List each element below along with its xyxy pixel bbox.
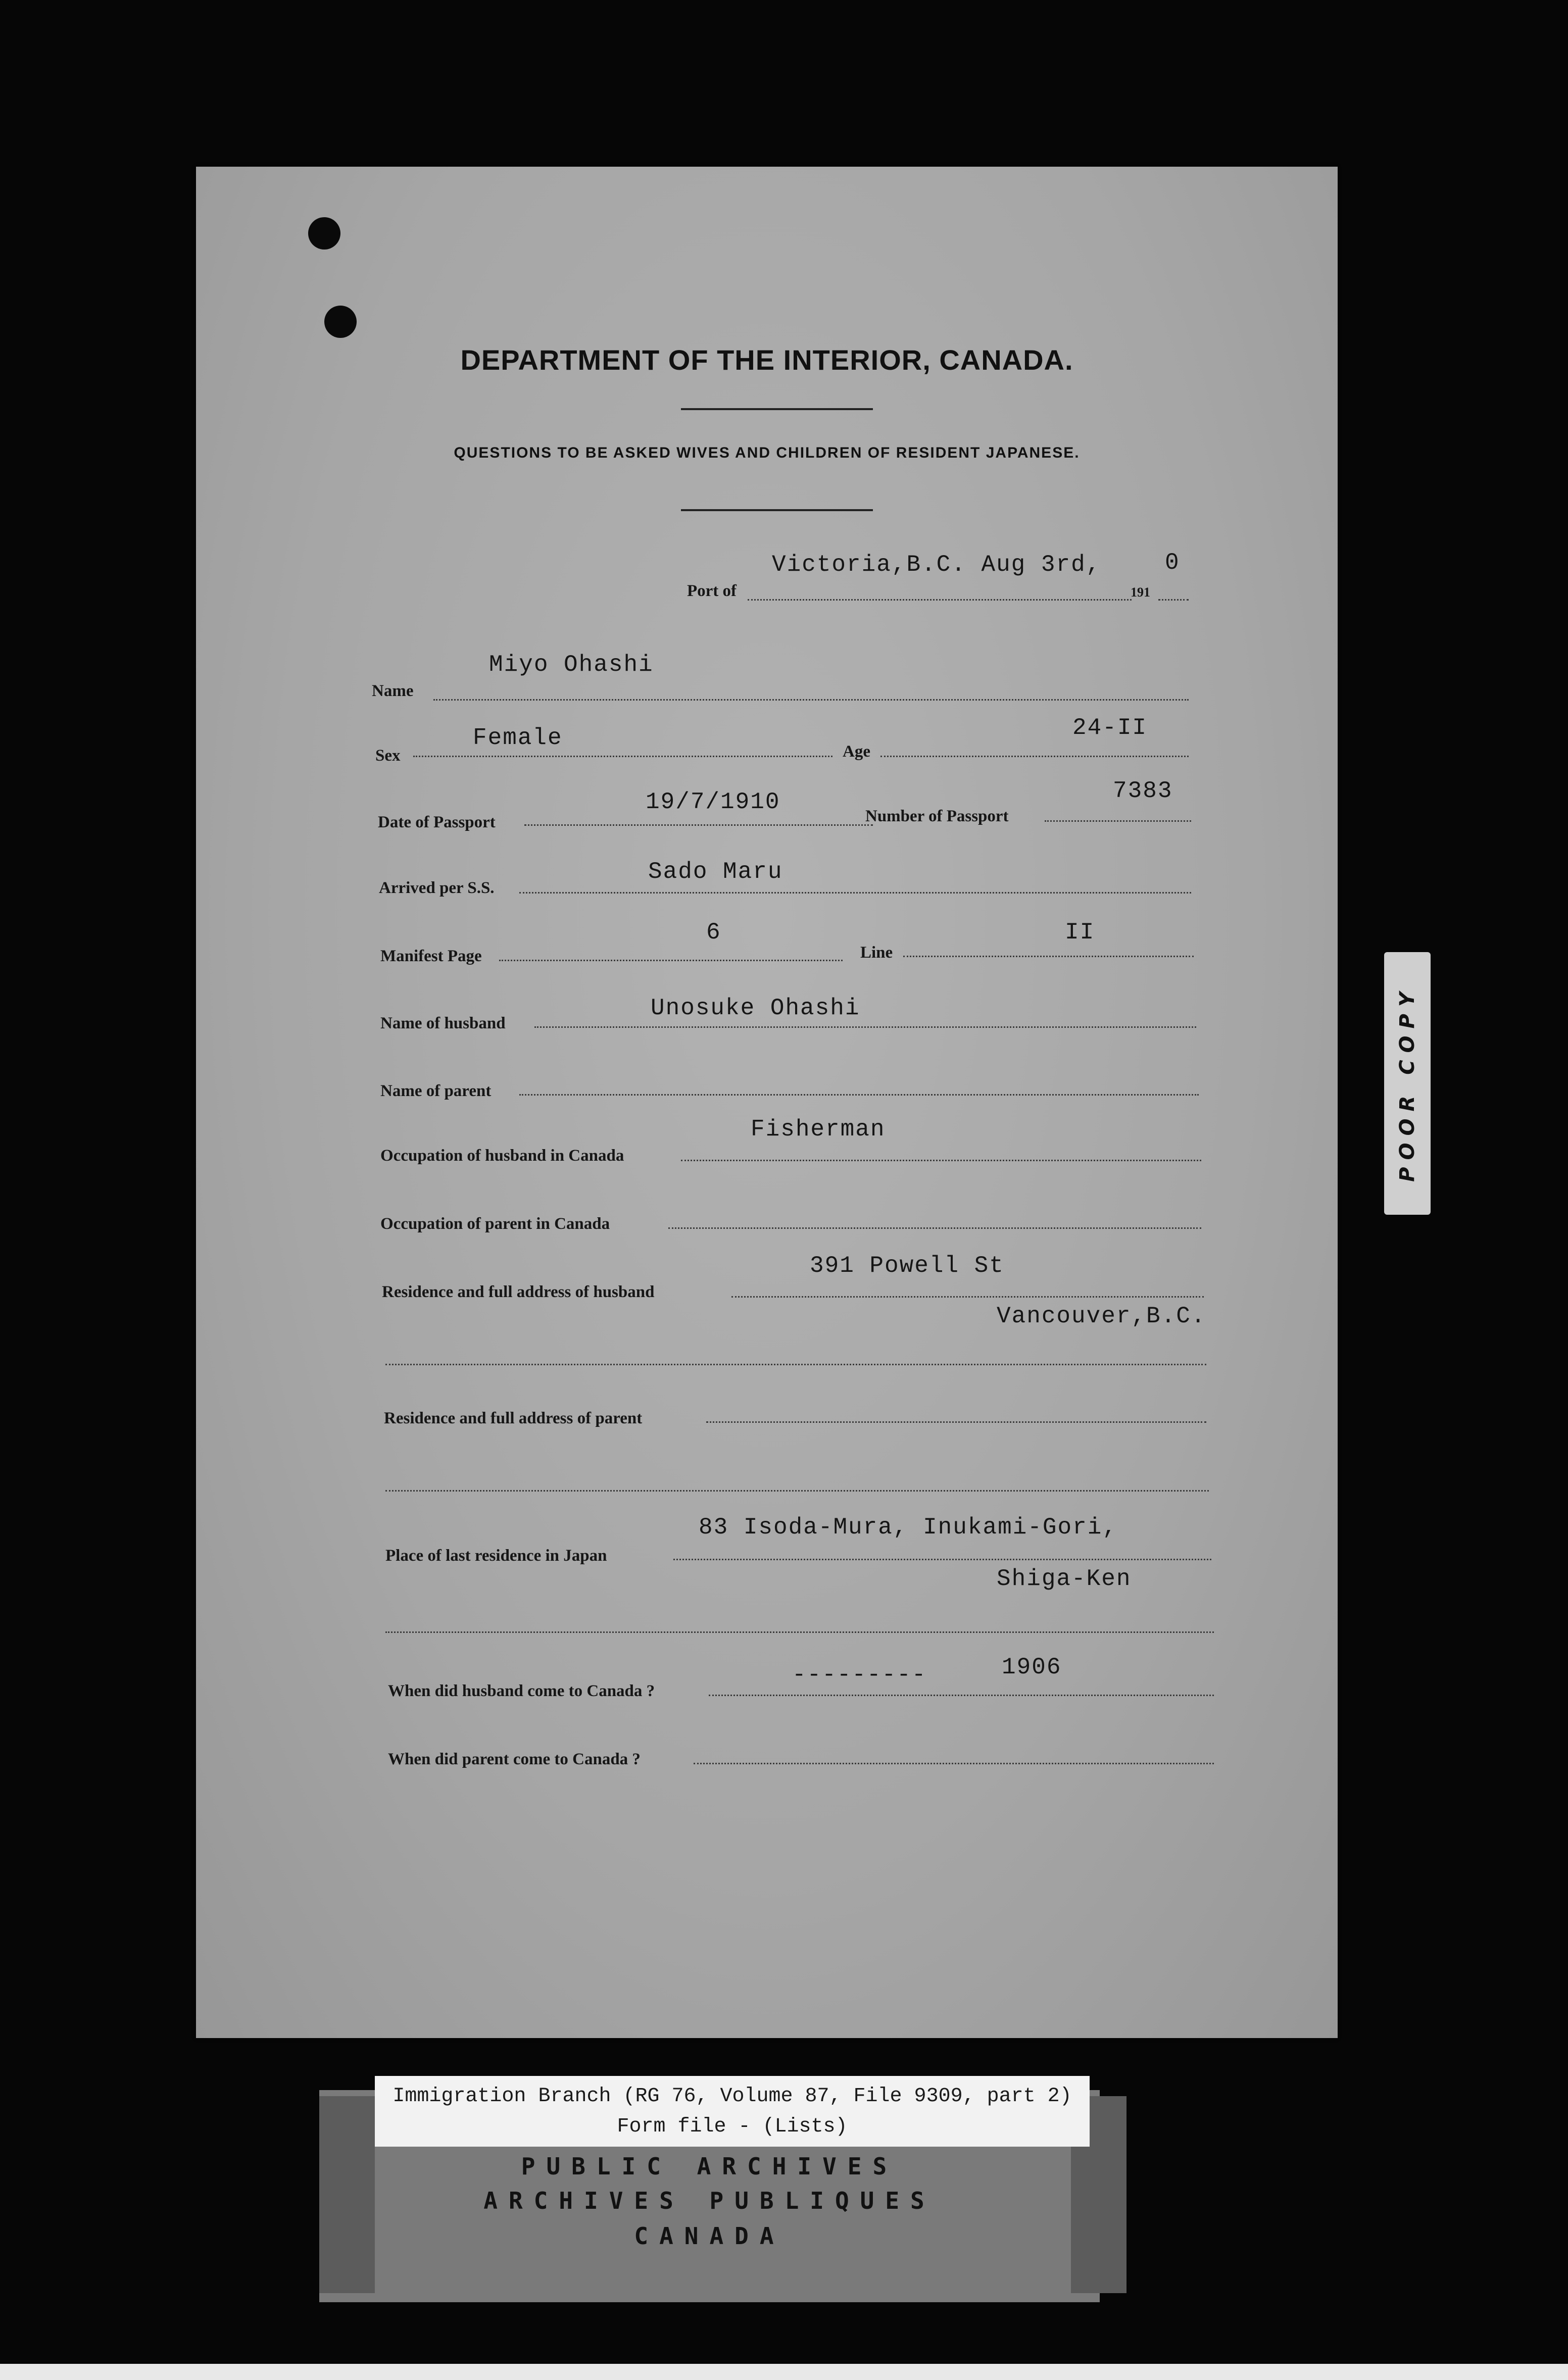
occupation-husband-value: Fisherman (751, 1116, 886, 1143)
poor-copy-stamp (1384, 952, 1431, 1215)
arrived-per-ss-label: Arrived per S.S. (379, 879, 495, 897)
archive-label-line-2: Form file - (Lists) (617, 2115, 848, 2138)
last-residence-japan-value-1: 83 Isoda-Mura, Inukami-Gori, (699, 1514, 1117, 1541)
arrived-per-ss-line (519, 892, 1191, 894)
occupation-husband-label: Occupation of husband in Canada (380, 1147, 624, 1165)
last-residence-japan-line (673, 1559, 1211, 1560)
line-label: Line (860, 944, 893, 962)
arrived-per-ss-value: Sado Maru (648, 859, 783, 885)
name-of-husband-label: Name of husband (380, 1014, 506, 1032)
port-line (748, 599, 1132, 601)
residence-parent-line-2 (385, 1490, 1209, 1492)
age-value: 24-II (1072, 715, 1148, 741)
title-rule-bottom (681, 509, 873, 511)
archive-stamp-line-3: CANADA (634, 2222, 785, 2250)
archive-label-line-1: Immigration Branch (RG 76, Volume 87, File 9309, part 2) (393, 2085, 1072, 2108)
husband-came-label: When did husband come to Canada ? (388, 1682, 655, 1700)
name-line (433, 699, 1189, 701)
name-label: Name (372, 682, 414, 700)
residence-parent-line (706, 1421, 1206, 1423)
name-of-parent-line (519, 1094, 1199, 1096)
name-of-husband-line (534, 1026, 1196, 1028)
residence-husband-label: Residence and full address of husband (382, 1283, 655, 1301)
poor-copy-text: POOR COPY (1396, 985, 1419, 1182)
date-of-passport-value: 19/7/1910 (646, 789, 780, 815)
form-sheet (196, 167, 1338, 2038)
archive-reference-label (375, 2076, 1090, 2147)
sex-label: Sex (375, 747, 401, 765)
sex-line (413, 756, 832, 757)
last-residence-japan-line-2 (385, 1631, 1214, 1633)
port-label: Port of (687, 582, 737, 600)
date-of-passport-line (524, 824, 873, 826)
residence-husband-value-1: 391 Powell St (810, 1253, 1004, 1279)
year-line (1158, 599, 1189, 601)
number-of-passport-value: 7383 (1113, 778, 1173, 804)
residence-parent-label: Residence and full address of parent (384, 1409, 643, 1427)
husband-came-year-value: 1906 (1002, 1654, 1062, 1680)
occupation-parent-label: Occupation of parent in Canada (380, 1215, 610, 1233)
age-label: Age (843, 742, 870, 761)
residence-husband-line-2 (385, 1364, 1206, 1365)
line-value: II (1065, 919, 1095, 946)
archive-stamp-line-2: ARCHIVES PUBLIQUES (483, 2187, 936, 2214)
last-residence-japan-label: Place of last residence in Japan (385, 1547, 607, 1565)
sex-value: Female (473, 725, 563, 751)
bottom-strip (0, 2364, 1568, 2380)
manifest-page-value: 6 (706, 919, 721, 946)
department-title: DEPARTMENT OF THE INTERIOR, CANADA. (460, 344, 1073, 376)
parent-came-label: When did parent come to Canada ? (388, 1750, 641, 1768)
manifest-page-label: Manifest Page (380, 947, 482, 965)
manifest-page-line (499, 960, 843, 961)
punch-hole-bottom (324, 306, 357, 338)
number-of-passport-label: Number of Passport (865, 807, 1009, 825)
name-of-parent-label: Name of parent (380, 1082, 492, 1100)
form-subtitle: QUESTIONS TO BE ASKED WIVES AND CHILDREN OF RESIDENT JAPANESE. (454, 444, 1080, 461)
parent-came-line (694, 1763, 1214, 1764)
occupation-parent-line (668, 1227, 1201, 1229)
year-prefix-label: 191 (1131, 585, 1150, 600)
residence-husband-value-2: Vancouver,B.C. (997, 1303, 1206, 1329)
line-line (903, 956, 1194, 957)
residence-husband-line (731, 1296, 1204, 1298)
name-value: Miyo Ohashi (489, 652, 654, 678)
husband-came-line (709, 1695, 1214, 1696)
port-value: Victoria,B.C. Aug 3rd, (772, 552, 1101, 578)
husband-came-dash-value: --------- (792, 1662, 927, 1688)
archive-stamp-line-1: PUBLIC ARCHIVES (521, 2153, 898, 2180)
age-line (880, 756, 1189, 757)
name-of-husband-value: Unosuke Ohashi (651, 995, 860, 1021)
number-of-passport-line (1045, 820, 1191, 822)
title-rule-top (681, 408, 873, 410)
punch-hole-top (308, 217, 340, 250)
date-of-passport-label: Date of Passport (378, 813, 496, 831)
year-suffix-value: 0 (1165, 550, 1180, 576)
occupation-husband-line (681, 1160, 1201, 1161)
last-residence-japan-value-2: Shiga-Ken (997, 1566, 1132, 1592)
